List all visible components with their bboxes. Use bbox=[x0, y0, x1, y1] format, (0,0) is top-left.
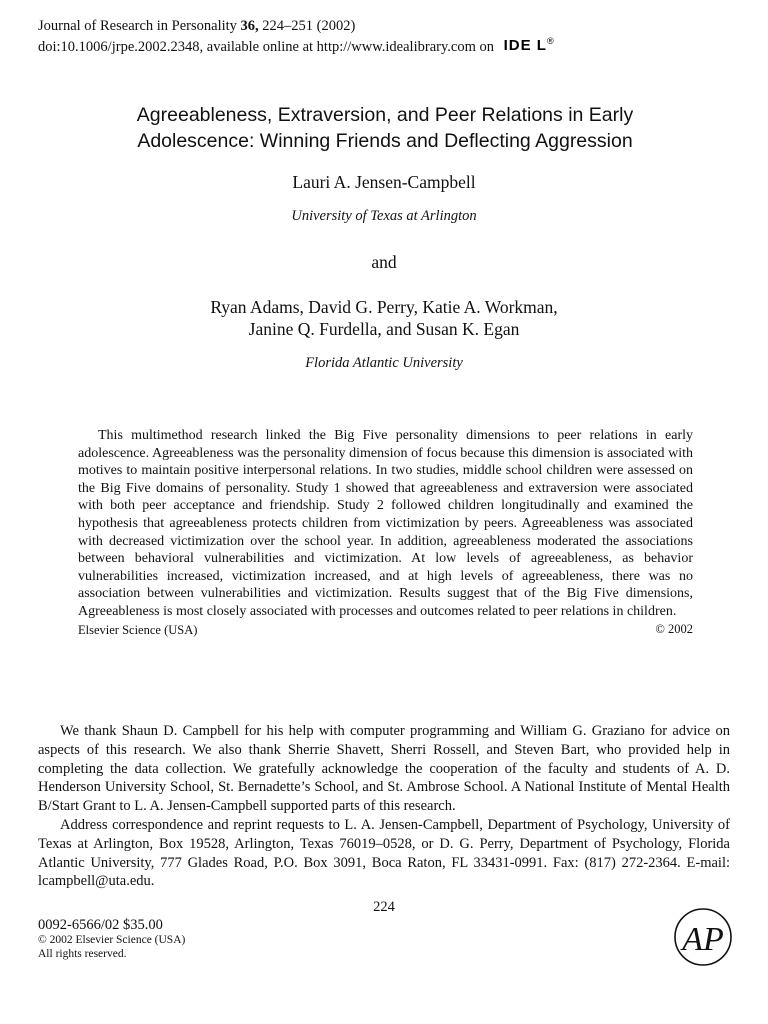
journal-pages-year: 224–251 (2002) bbox=[262, 18, 356, 34]
journal-name: Journal of Research in Personality bbox=[38, 18, 237, 34]
academic-press-logo-icon bbox=[672, 906, 734, 968]
second-authors bbox=[0, 296, 768, 340]
abstract-text: This multimethod research linked the Big Five personality dimensions to peer relations in early adolescence. Agreeableness was the personality dimension of focus because this dimension is associated with motives to maintain positive interpersonal relations. In two studies, middle school children were assessed on the Big Five domains of personality. Study 1 showed that agreeableness and extraversion were associated with both peer acceptance and friendship. Study 2 followed children longitudinally and examined the hypothesis that agreeableness protects children from victimization by peers. Agreeableness was associated with decreased victimization over the school year. In addition, agreeableness moderated the associations between behavioral vulnerabilities and victimization. At low levels of agreeableness, as behavior vulnerabilities increased, victimization increased, and at high levels of agreeableness, there was no association between vulnerabilities and victimization. Results suggest that of the Big Five dimensions, Agreeableness is most closely associated with processes and outcomes related to peer relations in children. bbox=[78, 428, 693, 619]
ideal-logo-registered: ® bbox=[546, 36, 555, 47]
footer-rights: All rights reserved. bbox=[38, 948, 127, 960]
correspondence-paragraph: Address correspondence and reprint requests to L. A. Jensen-Campbell, Department of Psychology, University of Texas at Arlington, Box 19528, Arlington, Texas 76019–0528, or D. G. Perry, Department of Psychology, Florida Atlantic University, 777 Glades Road, P.O. Box 3091, Boca Raton, FL 33431-0991. Fax: (817) 272-2364. E-mail: lcampbell@uta.edu. bbox=[38, 816, 730, 890]
author-conjunction: and bbox=[371, 252, 397, 272]
ideal-logo-text: IDE L bbox=[503, 37, 547, 55]
acknowledgments-paragraph: We thank Shaun D. Campbell for his help with computer programming and William G. Graziano for advice on aspects of this research. We also thank Sherrie Shavett, Sherri Rossell, and Steven Bart, who provided help in completing the data collection. We gratefully acknowledge the cooperation of the faculty and students of A. D. Henderson University School, St. Bernadette’s School, and St. Ambrose School. A National Institute of Mental Health B/Start Grant to L. A. Jensen-Campbell supported parts of this research. bbox=[38, 723, 730, 815]
page-number: 224 bbox=[373, 899, 395, 915]
second-authors-line-1: Ryan Adams, David G. Perry, Katie A. Workman, bbox=[210, 297, 558, 317]
abstract bbox=[78, 427, 693, 639]
title-line-1: Agreeableness, Extraversion, and Peer Relations in Early bbox=[136, 104, 634, 126]
first-affiliation: University of Texas at Arlington bbox=[291, 208, 477, 224]
abstract-copyright-mark: © 2002 bbox=[655, 621, 693, 636]
footer bbox=[38, 918, 185, 961]
second-affiliation: Florida Atlantic University bbox=[305, 355, 463, 371]
issn-price: 0092-6566/02 $35.00 bbox=[38, 917, 163, 933]
citation-line bbox=[38, 16, 718, 37]
first-author: Lauri A. Jensen-Campbell bbox=[292, 172, 476, 192]
ideal-logo bbox=[504, 35, 555, 56]
footer-copyright: © 2002 Elsevier Science (USA) bbox=[38, 934, 186, 946]
ap-logo-text: AP bbox=[682, 921, 724, 958]
journal-header bbox=[38, 16, 718, 58]
doi-text: doi:10.1006/jrpe.2002.2348, available online at http://www.idealibrary.com on bbox=[38, 39, 494, 55]
paper-title bbox=[60, 102, 710, 154]
second-authors-line-2: Janine Q. Furdella, and Susan K. Egan bbox=[248, 319, 520, 339]
title-line-2: Adolescence: Winning Friends and Deflecting Aggression bbox=[137, 130, 633, 152]
doi-line bbox=[38, 37, 718, 58]
acknowledgments bbox=[38, 722, 730, 891]
journal-volume: 36, bbox=[240, 18, 259, 34]
abstract-copyright-holder: Elsevier Science (USA) bbox=[78, 622, 198, 637]
